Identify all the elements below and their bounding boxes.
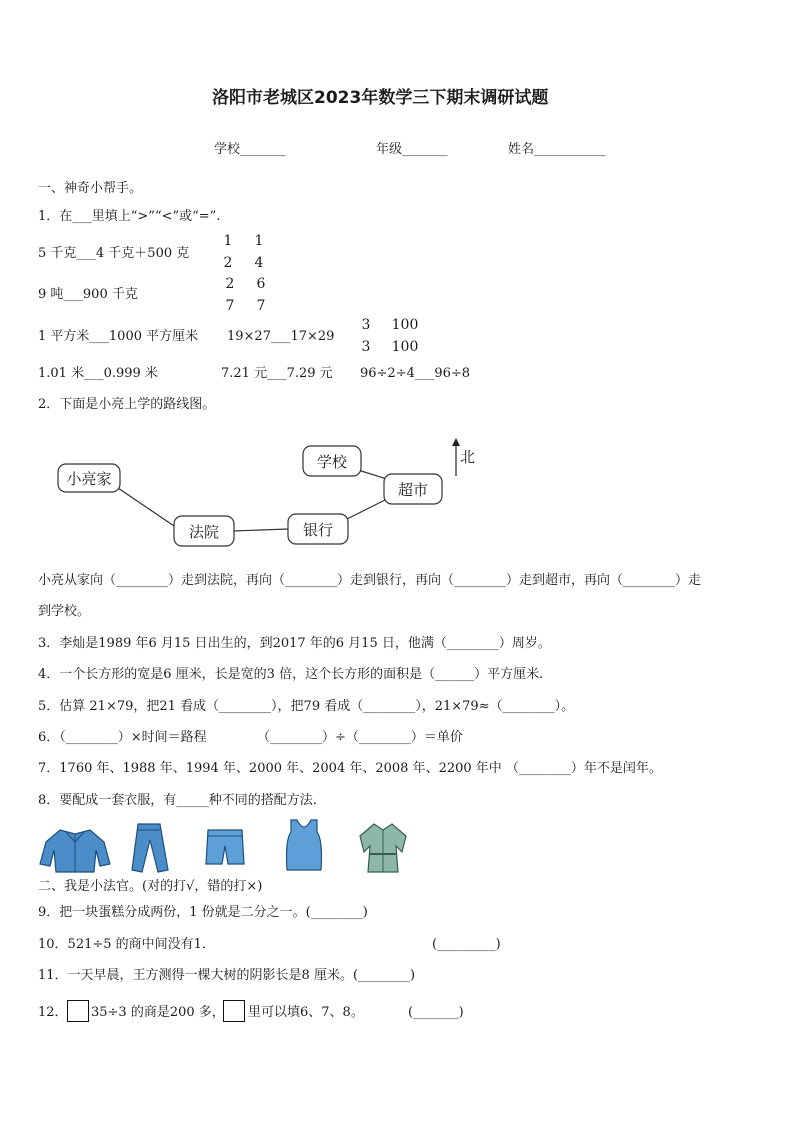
fraction-denominator: 3 — [361, 339, 371, 355]
map-node-court: 法院 — [188, 523, 220, 541]
fraction-denominator: 100 — [391, 339, 419, 355]
fraction-numerator: 1 — [254, 233, 264, 249]
page-title: 洛阳市老城区2023年数学三下期末调研试题 — [212, 88, 549, 108]
fraction-numerator: 1 — [223, 233, 233, 249]
map-node-home: 小亮家 — [66, 470, 112, 488]
q9: 9．把一块蛋糕分成两份，1 份就是二分之一。(________) — [38, 905, 368, 920]
route-line — [345, 500, 385, 520]
q5: 5．估算 21×79，把21 看成（________），把79 看成（________），21×79≈（________）。 — [38, 699, 575, 714]
fraction-compare-2 — [224, 277, 268, 317]
shorts-icon — [204, 828, 246, 868]
map-node-supermarket: 超市 — [397, 481, 429, 499]
section-1-title: 一、神奇小帮手。 — [38, 181, 143, 196]
q12-text-b: 里可以填6、7、8。 — [248, 1005, 364, 1020]
q8: 8．要配成一套衣服，有_____种不同的搭配方法. — [38, 793, 317, 808]
fraction-denominator: 7 — [225, 298, 235, 314]
q12-text-a: 35÷3 的商是200 多， — [91, 1005, 225, 1020]
q1-item-8: 1.01 米___0.999 米 — [38, 366, 158, 381]
fraction-compare-3 — [360, 318, 424, 358]
north-arrow-icon — [452, 438, 460, 476]
q1-item-6: 19×27___17×29 — [227, 329, 335, 344]
fraction-denominator: 2 — [223, 255, 233, 271]
q10-answer-blank[interactable]: (_________) — [432, 937, 501, 952]
pants-icon — [126, 822, 172, 874]
map-node-bank: 银行 — [302, 521, 334, 539]
q10: 10．521÷5 的商中间没有1． — [38, 937, 215, 952]
fraction-denominator: 7 — [256, 298, 266, 314]
route-line — [118, 488, 180, 530]
grade-field[interactable]: 年级_______ — [376, 142, 448, 157]
q1-item-9: 7.21 元___7.29 元 — [221, 366, 333, 381]
q7: 7．1760 年、1988 年、1994 年、2000 年、2004 年、2008 年、2200 年中 （________）年不是闰年。 — [38, 761, 662, 776]
q12-digit-box[interactable] — [67, 1000, 89, 1022]
fraction-numerator: 2 — [225, 276, 235, 292]
jacket-icon — [38, 826, 112, 874]
map-node-school: 学校 — [316, 453, 348, 471]
q6-part-b: （________）÷（________）＝单价 — [257, 730, 463, 745]
q4: 4．一个长方形的宽是6 厘米，长是宽的3 倍，这个长方形的面积是（______）平方厘米. — [38, 667, 544, 682]
fraction-compare-1 — [222, 234, 266, 274]
q6-part-a: 6．（________）×时间＝路程 — [38, 730, 207, 745]
fraction-numerator: 6 — [256, 276, 266, 292]
q11: 11．一天早晨，王方测得一棵大树的阴影长是8 厘米。(________) — [38, 968, 416, 983]
q12-number: 12． — [38, 1005, 68, 1020]
q12-digit-box[interactable] — [223, 1000, 245, 1022]
q2-line-1: 小亮从家向（________）走到法院，再向（________）走到银行，再向（________）走到超市，再向（________）走 — [38, 573, 702, 588]
coat-icon — [356, 820, 410, 874]
name-field[interactable]: 姓名___________ — [508, 142, 606, 157]
route-line — [233, 529, 288, 531]
fraction-denominator: 4 — [254, 255, 264, 271]
route-map — [40, 432, 500, 562]
q1-item-10: 96÷2÷4___96÷8 — [360, 366, 471, 381]
q1-item-5: 1 平方米___1000 平方厘米 — [38, 329, 199, 344]
q1-stem: 1．在___里填上“>”“<”或“=”. — [38, 209, 221, 224]
school-field[interactable]: 学校_______ — [214, 142, 286, 157]
fraction-numerator: 100 — [391, 317, 419, 333]
q1-item-3: 9 吨___900 千克 — [38, 287, 138, 302]
tank-top-icon — [283, 818, 325, 872]
q3: 3．李灿是1989 年6 月15 日出生的，到2017 年的6 月15 日，他满（________）周岁。 — [38, 636, 551, 651]
q12-answer-blank[interactable]: (_______) — [408, 1005, 464, 1020]
north-label: 北 — [460, 448, 476, 466]
q1-item-1: 5 千克___4 千克＋500 克 — [38, 246, 190, 261]
q2-stem: 2．下面是小亮上学的路线图。 — [38, 397, 216, 412]
section-2-title: 二、我是小法官。(对的打√，错的打×) — [38, 879, 263, 894]
q2-line-2: 到学校。 — [38, 604, 91, 619]
fraction-numerator: 3 — [361, 317, 371, 333]
